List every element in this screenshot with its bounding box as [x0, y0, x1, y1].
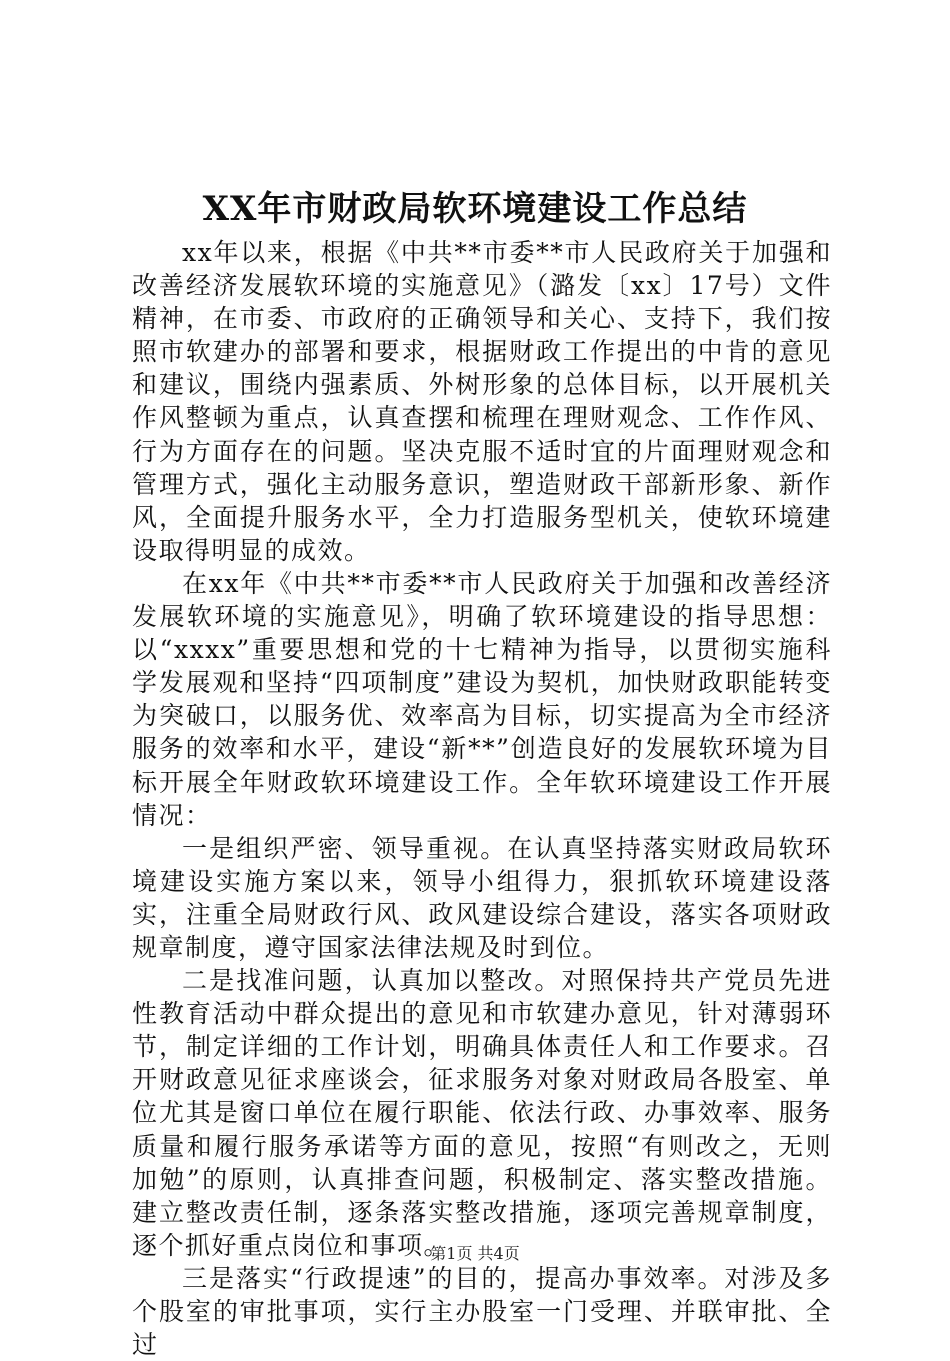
paragraph-guiding-ideology: 在xx年《中共**市委**市人民政府关于加强和改善经济发展软环境的实施意见》，明确了软环境建设的指导思想：以“xxxx”重要思想和党的十七精神为指导，以贯彻实施科学发展观和坚持“四项制度”建设为契机，加快财政职能转变为突破口，以服务优、效率高为目标，切实提高为全市经济服务的效率和水平，建设“新**”创造良好的发展软环境为目标开展全年财政软环境建设工作。全年软环境建设工作开展情况： — [132, 568, 832, 830]
document-title: XX年市财政局软环境建设工作总结 — [202, 189, 748, 229]
document-body — [132, 236, 832, 1361]
paragraph-intro: xx年以来，根据《中共**市委**市人民政府关于加强和改善经济发展软环境的实施意见》（潞发〔xx〕17号）文件精神，在市委、市政府的正确领导和关心、支持下，我们按照市软建办的部署和要求，根据财政工作提出的中肯的意见和建议，围绕内强素质、外树形象的总体目标，以开展机关作风整顿为重点，认真查摆和梳理在理财观念、工作作风、行为方面存在的问题。坚决克服不适时宜的片面理财观念和管理方式，强化主动服务意识，塑造财政干部新形象、新作风，全面提升服务水平，全力打造服务型机关，使软环境建设取得明显的成效。 — [132, 238, 832, 565]
paragraph-item-one: 一是组织严密、领导重视。在认真坚持落实财政局软环境建设实施方案以来，领导小组得力，狠抓软环境建设落实，注重全局财政行风、政风建设综合建设，落实各项财政规章制度，遵守国家法律法规及时到位。 — [132, 833, 832, 962]
page-number-footer: 第1页 共4页 — [430, 1244, 520, 1263]
paragraph-item-three: 三是落实“行政提速”的目的，提高办事效率。对涉及多个股室的审批事项，实行主办股室一门受理、并联审批、全过 — [132, 1263, 832, 1360]
paragraph-item-two: 二是找准问题，认真加以整改。对照保持共产党员先进性教育活动中群众提出的意见和市软建办意见，针对薄弱环节，制定详细的工作计划，明确具体责任人和工作要求。召开财政意见征求座谈会，征求服务对象对财政局各股室、单位尤其是窗口单位在履行职能、依法行政、办事效率、服务质量和履行服务承诺等方面的意见，按照“有则改之，无则加勉”的原则，认真排查问题，积极制定、落实整改措施。建立整改责任制，逐条落实整改措施，逐项完善规章制度，逐个抓好重点岗位和事项。 — [132, 966, 832, 1260]
